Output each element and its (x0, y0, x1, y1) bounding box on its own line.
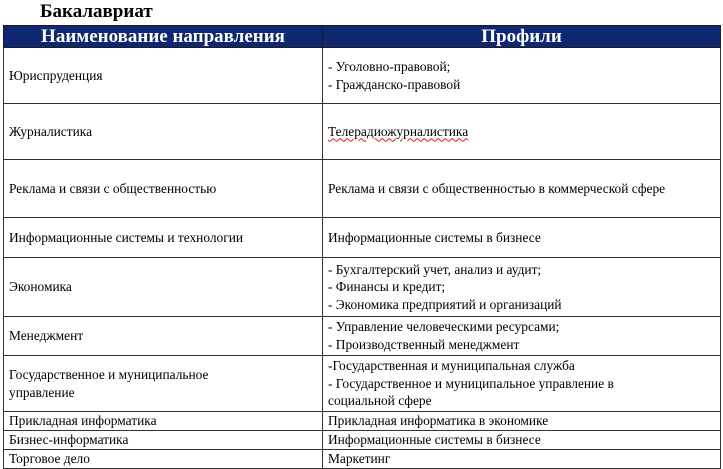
direction-text: Реклама и связи с общественностью (9, 180, 217, 196)
direction-cell (4, 258, 323, 317)
direction-text: Менеджмент (9, 328, 84, 344)
table-row (4, 104, 721, 160)
programs-table (3, 25, 721, 469)
profile-text: -Государственная и муниципальная служба (328, 358, 575, 374)
direction-text: управление (9, 384, 75, 400)
profile-text: - Управление человеческими ресурсами; (328, 319, 560, 335)
direction-text: Журналистика (9, 123, 93, 139)
direction-cell (4, 48, 323, 104)
table-row (4, 431, 721, 450)
profile-text: Информационные системы в бизнесе (328, 432, 541, 448)
direction-text: Информационные системы и технологии (9, 229, 244, 245)
header-direction: Наименование направления (4, 26, 323, 48)
table-row (4, 412, 721, 431)
table-row (4, 356, 721, 412)
direction-cell (4, 431, 323, 450)
direction-text: Бизнес-информатика (9, 432, 129, 448)
table-row (4, 48, 721, 104)
direction-text: Юриспруденция (9, 67, 103, 83)
profiles-cell (323, 412, 721, 431)
profile-text: - Гражданско-правовой (328, 76, 461, 92)
profile-text: - Государственное и муниципальное управление в (328, 375, 614, 391)
table-row (4, 317, 721, 356)
profile-text: Маркетинг (328, 451, 391, 467)
profiles-cell (323, 431, 721, 450)
profiles-cell (323, 317, 721, 356)
direction-cell (4, 412, 323, 431)
direction-text: Экономика (9, 279, 72, 295)
profile-text: социальной сфере (328, 393, 432, 409)
profile-text: Реклама и связи с общественностью в коммерческой сфере (328, 180, 666, 196)
page-title: Бакалавриат (40, 1, 153, 22)
profiles-cell (323, 48, 721, 104)
profiles-cell (323, 218, 721, 258)
table-header-row (4, 26, 721, 48)
direction-cell (4, 317, 323, 356)
direction-text: Государственное и муниципальное (9, 366, 209, 382)
profile-text: Телерадиожурналистика (328, 123, 469, 139)
profile-text: Прикладная информатика в экономике (328, 413, 549, 429)
profile-text: - Производственный менеджмент (328, 337, 520, 352)
direction-cell (4, 104, 323, 160)
profile-text: - Бухгалтерский учет, анализ и аудит; (328, 261, 542, 277)
direction-cell (4, 356, 323, 412)
table-row (4, 160, 721, 218)
profiles-cell (323, 258, 721, 317)
direction-text: Торговое дело (9, 451, 90, 467)
table-row (4, 218, 721, 258)
direction-cell (4, 450, 323, 469)
direction-cell (4, 218, 323, 258)
profile-text: - Экономика предприятий и организаций (328, 296, 562, 312)
direction-cell (4, 160, 323, 218)
profile-text: - Уголовно-правовой; (328, 58, 451, 74)
profiles-cell (323, 104, 721, 160)
profiles-cell (323, 356, 721, 412)
header-profiles: Профили (323, 26, 721, 48)
profiles-cell (323, 450, 721, 469)
table-row (4, 258, 721, 317)
direction-text: Прикладная информатика (9, 413, 157, 429)
profiles-cell (323, 160, 721, 218)
table-row (4, 450, 721, 469)
profile-text: - Финансы и кредит; (328, 279, 446, 295)
profile-text: Информационные системы в бизнесе (328, 229, 541, 245)
